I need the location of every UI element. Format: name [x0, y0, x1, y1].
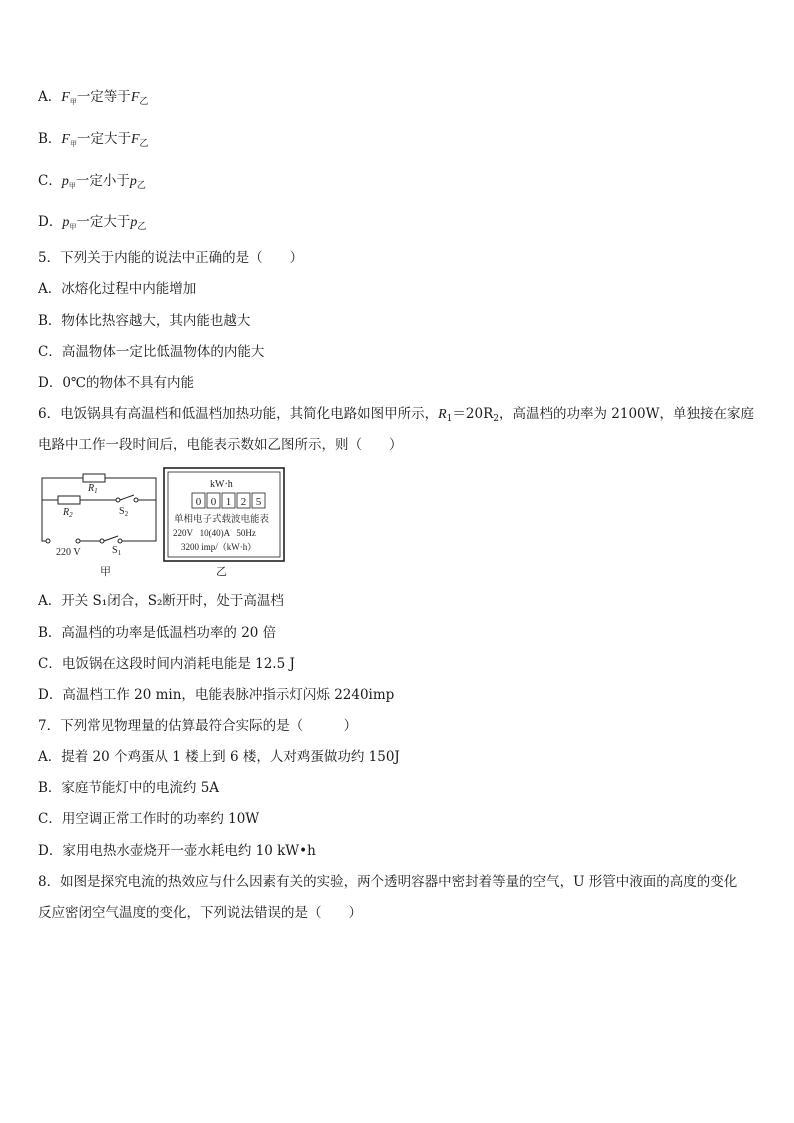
q7-option-c: C．用空调正常工作时的功率约 10W [38, 811, 260, 827]
energy-meter [164, 468, 284, 578]
s1-label: $S_1$ [112, 545, 122, 557]
terminal-left [46, 539, 50, 543]
meter-digit: 1 [225, 496, 232, 508]
s2-label: $S_2$ [119, 506, 129, 518]
switch-s1-blade [104, 536, 118, 541]
r1-label: $R_1$ [88, 483, 98, 495]
caption-jia: 甲 [100, 566, 111, 578]
q4-option-b: B．$F_甲$一定大于$F_乙$ [38, 131, 149, 149]
q6-option-c: C．电饭锅在这段时间内消耗电能是 12.5 J [38, 656, 295, 672]
meter-name: 单相电子式载波电能表 [174, 515, 270, 525]
switch-s2-blade [120, 495, 134, 500]
meter-digit: 2 [240, 496, 247, 508]
meter-digit: 5 [255, 496, 262, 508]
voltage-label: 220 V [56, 547, 81, 558]
q5-option-c: C．高温物体一定比低温物体的内能大 [38, 344, 265, 360]
q7-option-a: A．提着 20 个鸡蛋从 1 楼上到 6 楼，人对鸡蛋做功约 150J [38, 749, 400, 765]
q7-stem: 7．下列常见物理量的估算最符合实际的是（ ） [38, 718, 358, 734]
switch-s2-contact [116, 498, 120, 502]
q6-option-b: B．高温档的功率是低温档功率的 20 倍 [38, 625, 277, 641]
meter-unit: kW·h [210, 479, 233, 490]
circuit-diagram [42, 474, 156, 543]
q4-option-c: C．$p_甲$一定小于$p_乙$ [38, 173, 146, 191]
q7-option-b: B．家庭节能灯中的电流约 5A [38, 780, 220, 796]
q8-stem-line2: 反应密闭空气温度的变化，下列说法错误的是（ ） [38, 905, 362, 921]
q6-stem-line2: 电路中工作一段时间后，电能表示数如乙图所示，则（ ） [38, 437, 403, 453]
resistor-r2 [58, 496, 80, 504]
q8-stem-line1: 8．如图是探究电流的热效应与什么因素有关的实验，两个透明容器中密封着等量的空气，U 形管中液面的高度的变化 [38, 874, 738, 890]
q6-option-d: D．高温档工作 20 min，电能表脉冲指示灯闪烁 2240imp [38, 687, 395, 703]
q5-option-b: B．物体比热容越大，其内能也越大 [38, 313, 251, 329]
terminal-right [76, 539, 80, 543]
meter-digit: 0 [210, 496, 217, 508]
q4-option-a: A．$F_甲$一定等于$F_乙$ [38, 89, 149, 107]
meter-spec: 220V 10(40)A 50Hz [173, 528, 256, 538]
q6-figure [38, 465, 288, 580]
r2-label: $R_2$ [63, 507, 73, 519]
q6-option-a: A．开关 S₁闭合，S₂断开时，处于高温档 [38, 593, 284, 609]
q5-option-a: A．冰熔化过程中内能增加 [38, 281, 197, 297]
meter-imp: 3200 imp/（kW·h） [181, 542, 257, 552]
q7-option-d: D．家用电热水壶烧开一壶水耗电约 10 kW•h [38, 843, 316, 859]
q4-option-d: D．$p_甲$一定大于$p_乙$ [38, 214, 147, 232]
q6-stem-line1: 6．电饭锅具有高温档和低温档加热功能，其简化电路如图甲所示，$R_1=20R_2$，高温档的功率为 2100W，单独接在家庭 [38, 406, 754, 424]
q5-option-d: D．0℃的物体不具有内能 [38, 375, 195, 391]
meter-digit: 0 [195, 496, 202, 508]
resistor-r1 [83, 474, 105, 482]
q5-stem: 5．下列关于内能的说法中正确的是（ ） [38, 250, 304, 266]
caption-yi: 乙 [216, 566, 227, 578]
